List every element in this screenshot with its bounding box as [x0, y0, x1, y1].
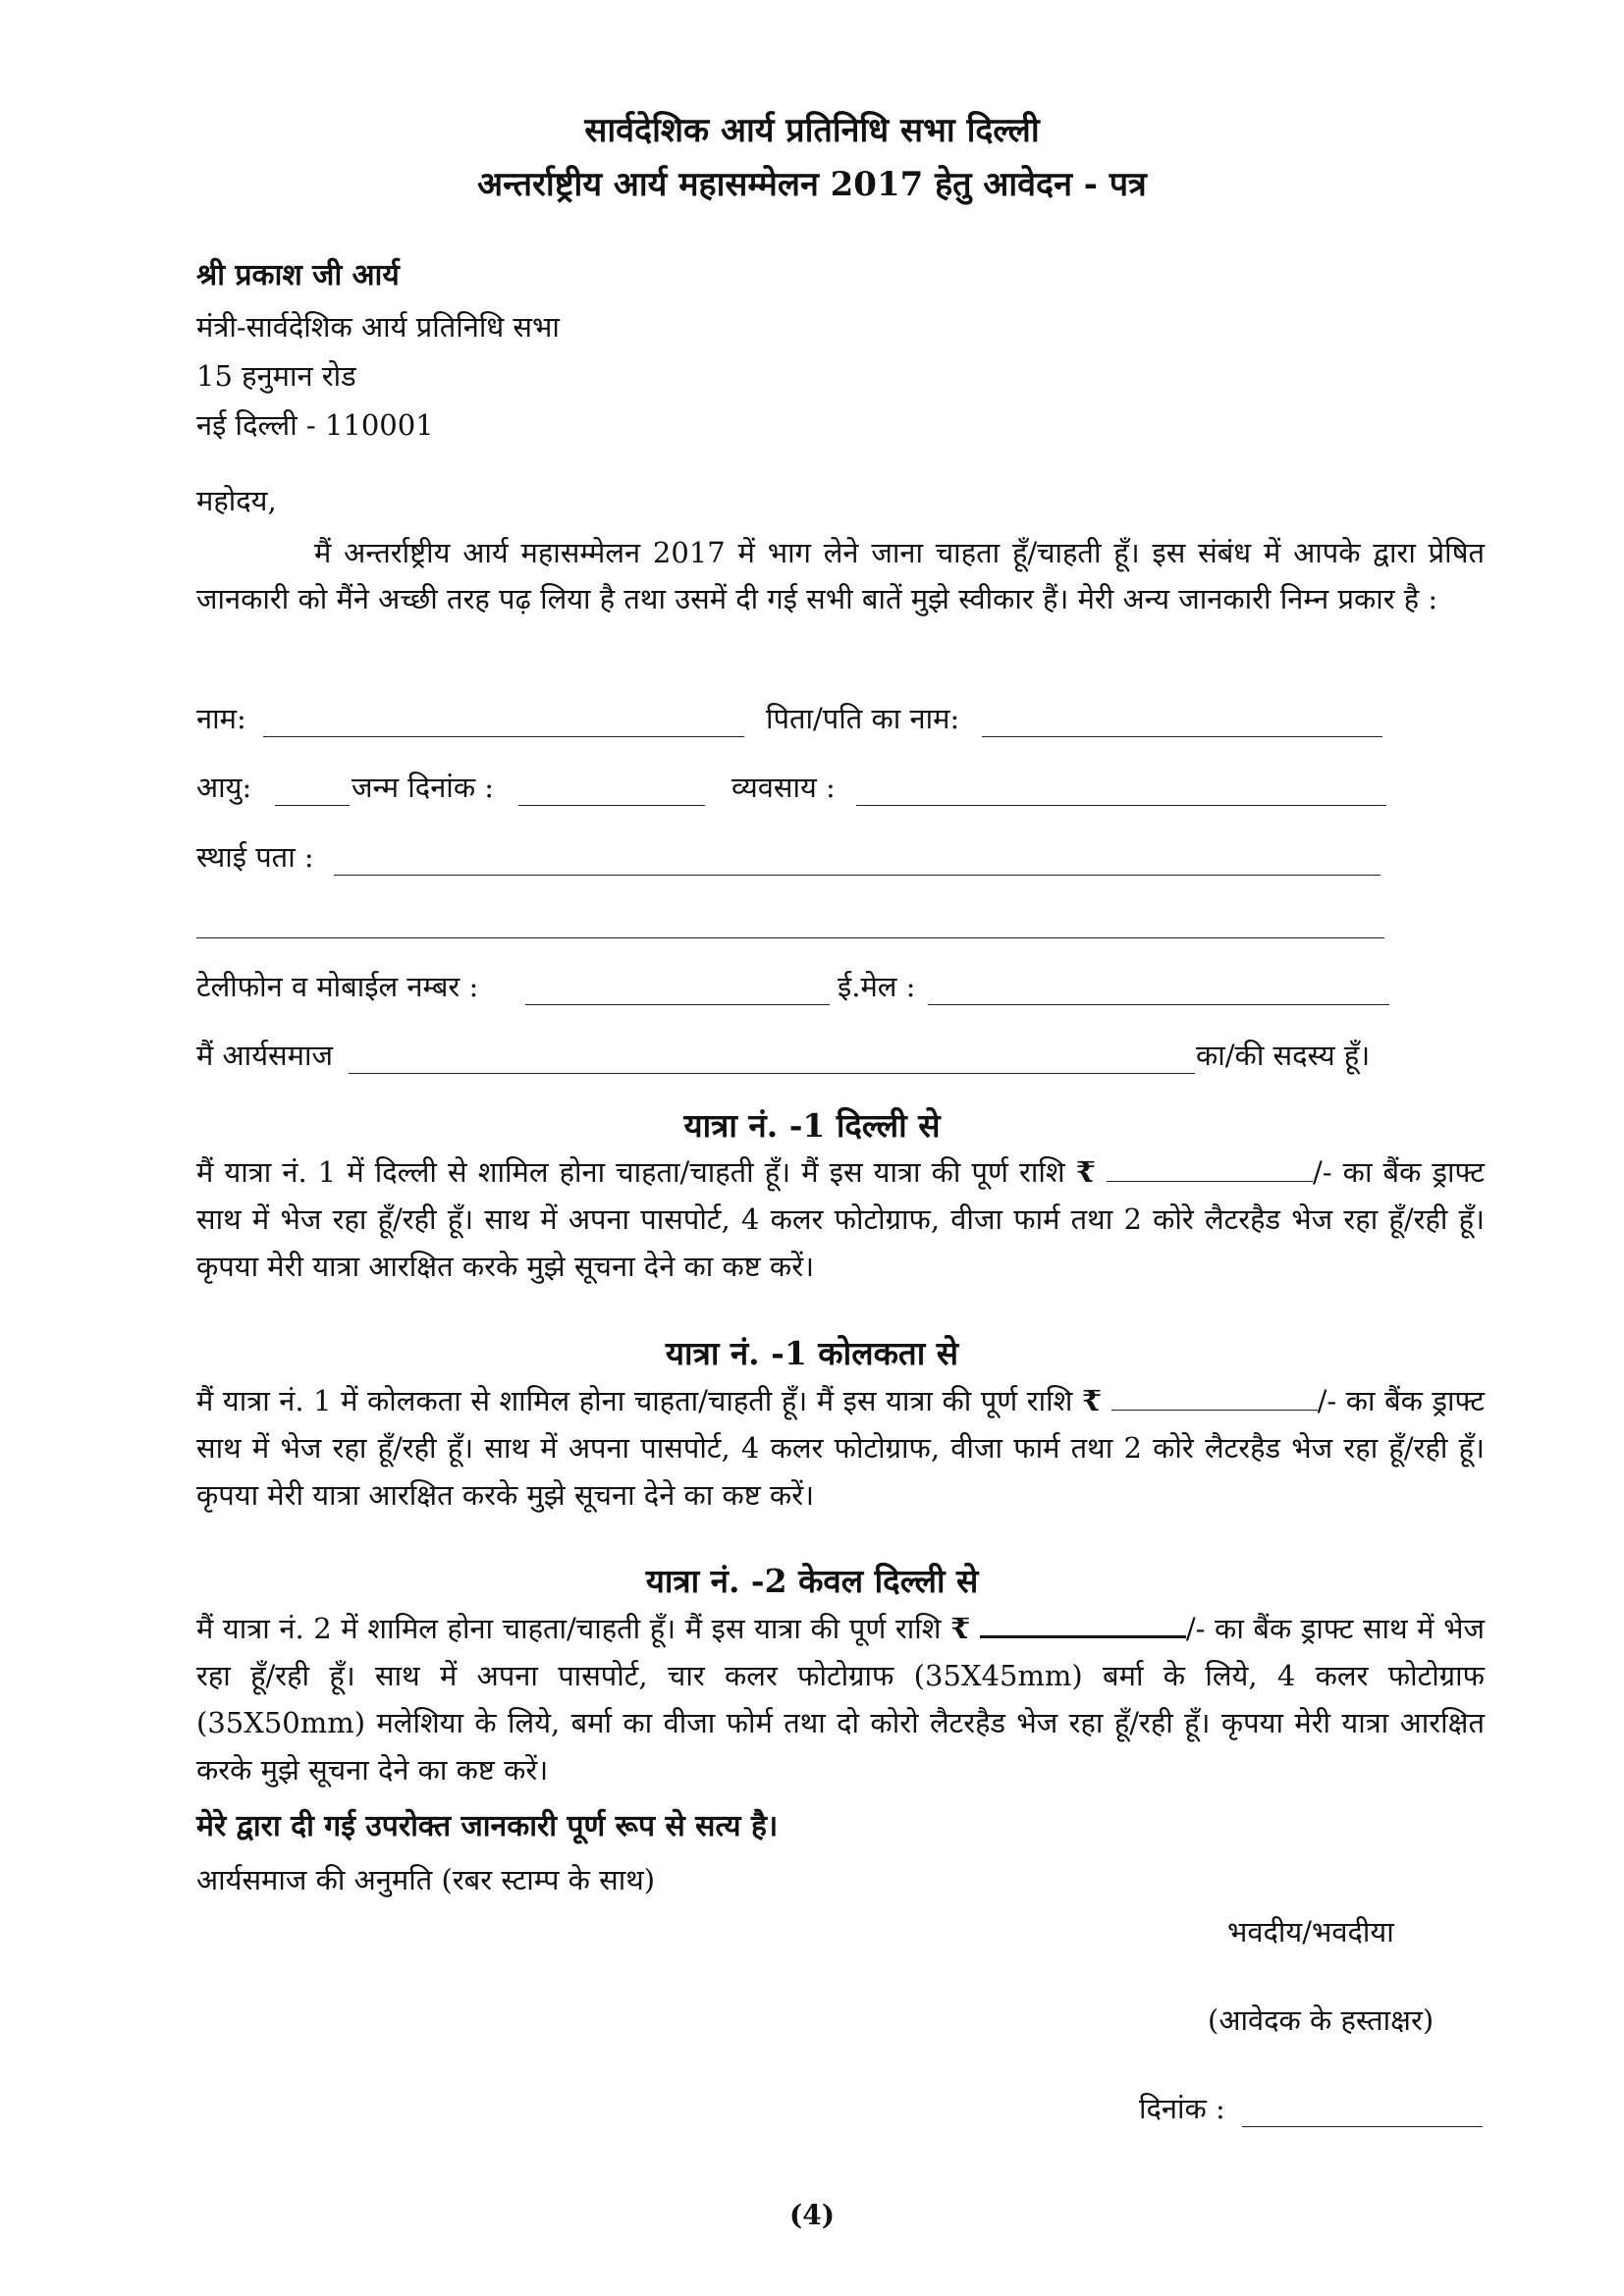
yours-faithfully: भवदीय/भवदीया: [1227, 1915, 1394, 1949]
trip1-delhi-title: यात्रा नं. -1 दिल्ली से: [683, 1106, 941, 1145]
occupation-blank[interactable]: [856, 805, 1386, 806]
name-label: नाम:: [196, 702, 246, 735]
arya-samaj-permission: आर्यसमाज की अनुमति (रबर स्टाम्प के साथ): [196, 1863, 656, 1896]
dob-blank[interactable]: [518, 805, 705, 806]
father-husband-blank[interactable]: [982, 736, 1382, 737]
organization-title: सार्वदेशिक आर्य प्रतिनिधि सभा दिल्ली: [584, 111, 1040, 150]
address-blank-1[interactable]: [334, 875, 1380, 876]
membership-suffix: का/की सदस्य हूँ।: [1196, 1039, 1371, 1072]
trip2-delhi-amount-blank[interactable]: [980, 1614, 1186, 1638]
father-husband-label: पिता/पति का नाम:: [766, 702, 960, 735]
trip2-delhi-text-after: /- का बैंक ड्राफ्ट साथ में भेज रहा हूँ/रही हूँ। साथ में अपना पासपोर्ट, चार कलर फोटोग्राफ (35X45mm) बर्मा के लिये, 4 कलर फोटोग्राफ (35X50mm) मलेशिया के लिये, बर्मा का वीजा फोर्म तथा दो कोरो लैटरहैड भेज रहा हूँ/रही हूँ। कृपया मेरी यात्रा आरक्षित करके मुझे सूचना देने का कष्ट करें।: [196, 1612, 1486, 1787]
name-blank[interactable]: [263, 736, 744, 737]
trip2-delhi-text-before: मैं यात्रा नं. 2 में शामिल होना चाहता/चाहती हूँ। मैं इस यात्रा की पूर्ण राशि: [196, 1612, 942, 1645]
age-label: आयु:: [196, 771, 252, 804]
trip1-delhi-text-before: मैं यात्रा नं. 1 में दिल्ली से शामिल होना चाहता/चाहती हूँ। मैं इस यात्रा की पूर्ण राशि: [196, 1155, 1065, 1189]
trip1-kolkata-text-before: मैं यात्रा नं. 1 में कोलकता से शामिल होना चाहता/चाहती हूँ। मैं इस यात्रा की पूर्ण राशि: [196, 1384, 1073, 1417]
age-blank[interactable]: [275, 805, 350, 806]
rupee-icon: ₹: [1075, 1155, 1096, 1189]
trip2-delhi-paragraph: [196, 1605, 1485, 1793]
declaration: मेरे द्वारा दी गई उपरोक्त जानकारी पूर्ण रूप से सत्य है।: [196, 1809, 779, 1843]
arya-samaj-label: मैं आर्यसमाज: [196, 1039, 333, 1072]
dob-label: जन्म दिनांक :: [352, 771, 495, 804]
salutation: महोदय,: [196, 484, 277, 517]
address-blank-2[interactable]: [196, 937, 1384, 938]
phone-blank[interactable]: [525, 1004, 830, 1005]
date-label: दिनांक :: [1139, 2092, 1225, 2125]
phone-label: टेलीफोन व मोबाईल नम्बर :: [196, 970, 479, 1003]
recipient-designation: मंत्री-सार्वदेशिक आर्य प्रतिनिधि सभा: [196, 310, 560, 344]
form-title: अन्तर्राष्ट्रीय आर्य महासम्मेलन 2017 हेतु आवेदन - पत्र: [477, 165, 1147, 204]
trip1-kolkata-amount-blank[interactable]: [1111, 1388, 1318, 1411]
trip1-delhi-paragraph: [196, 1148, 1485, 1290]
intro-paragraph: मैं अन्तर्राष्ट्रीय आर्य महासम्मेलन 2017 में भाग लेने जाना चाहता हूँ/चाहती हूँ। इस संबंध में आपके द्वारा प्रेषित जानकारी को मैंने अच्छी तरह पढ़ लिया है तथा उसमें दी गई सभी बातें मुझे स्वीकार हैं। मेरी अन्य जानकारी निम्न प्रकार है :: [196, 536, 1485, 615]
email-label: ई.मेल :: [838, 970, 916, 1003]
trip2-delhi-title: यात्रा नं. -2 केवल दिल्ली से: [645, 1562, 979, 1600]
trip1-kolkata-text-after: /- का बैंक ड्राफ्ट साथ में भेज रहा हूँ/रही हूँ। साथ में अपना पासपोर्ट, 4 कलर फोटोग्राफ, वीजा फार्म तथा 2 कोरे लैटरहैड भेज रहा हूँ/रही हूँ। कृपया मेरी यात्रा आरक्षित करके मुझे सूचना देने का कष्ट करें।: [196, 1384, 1486, 1512]
rupee-icon: ₹: [1081, 1384, 1103, 1417]
page-number: (4): [789, 2199, 835, 2231]
email-blank[interactable]: [928, 1004, 1389, 1005]
recipient-name: श्री प्रकाश जी आर्य: [196, 258, 400, 293]
rupee-icon: ₹: [950, 1612, 971, 1645]
recipient-street: 15 हनुमान रोड: [196, 359, 356, 393]
address-label: स्थाई पता :: [196, 840, 314, 874]
applicant-signature-label: (आवेदक के हस्ताक्षर): [1208, 2003, 1435, 2037]
trip1-kolkata-title: यात्रा नं. -1 कोलकता से: [665, 1334, 959, 1372]
trip1-delhi-amount-blank[interactable]: [1107, 1159, 1313, 1182]
trip1-delhi-text-after: /- का बैंक ड्राफ्ट साथ में भेज रहा हूँ/रही हूँ। साथ में अपना पासपोर्ट, 4 कलर फोटोग्राफ, वीजा फार्म तथा 2 कोरे लैटरहैड भेज रहा हूँ/रही हूँ। कृपया मेरी यात्रा आरक्षित करके मुझे सूचना देने का कष्ट करें।: [196, 1155, 1486, 1283]
arya-samaj-blank[interactable]: [349, 1073, 1195, 1074]
recipient-city: नई दिल्ली - 110001: [196, 408, 434, 442]
occupation-label: व्यवसाय :: [731, 771, 836, 804]
trip1-kolkata-paragraph: [196, 1377, 1485, 1519]
date-blank[interactable]: [1242, 2126, 1483, 2127]
